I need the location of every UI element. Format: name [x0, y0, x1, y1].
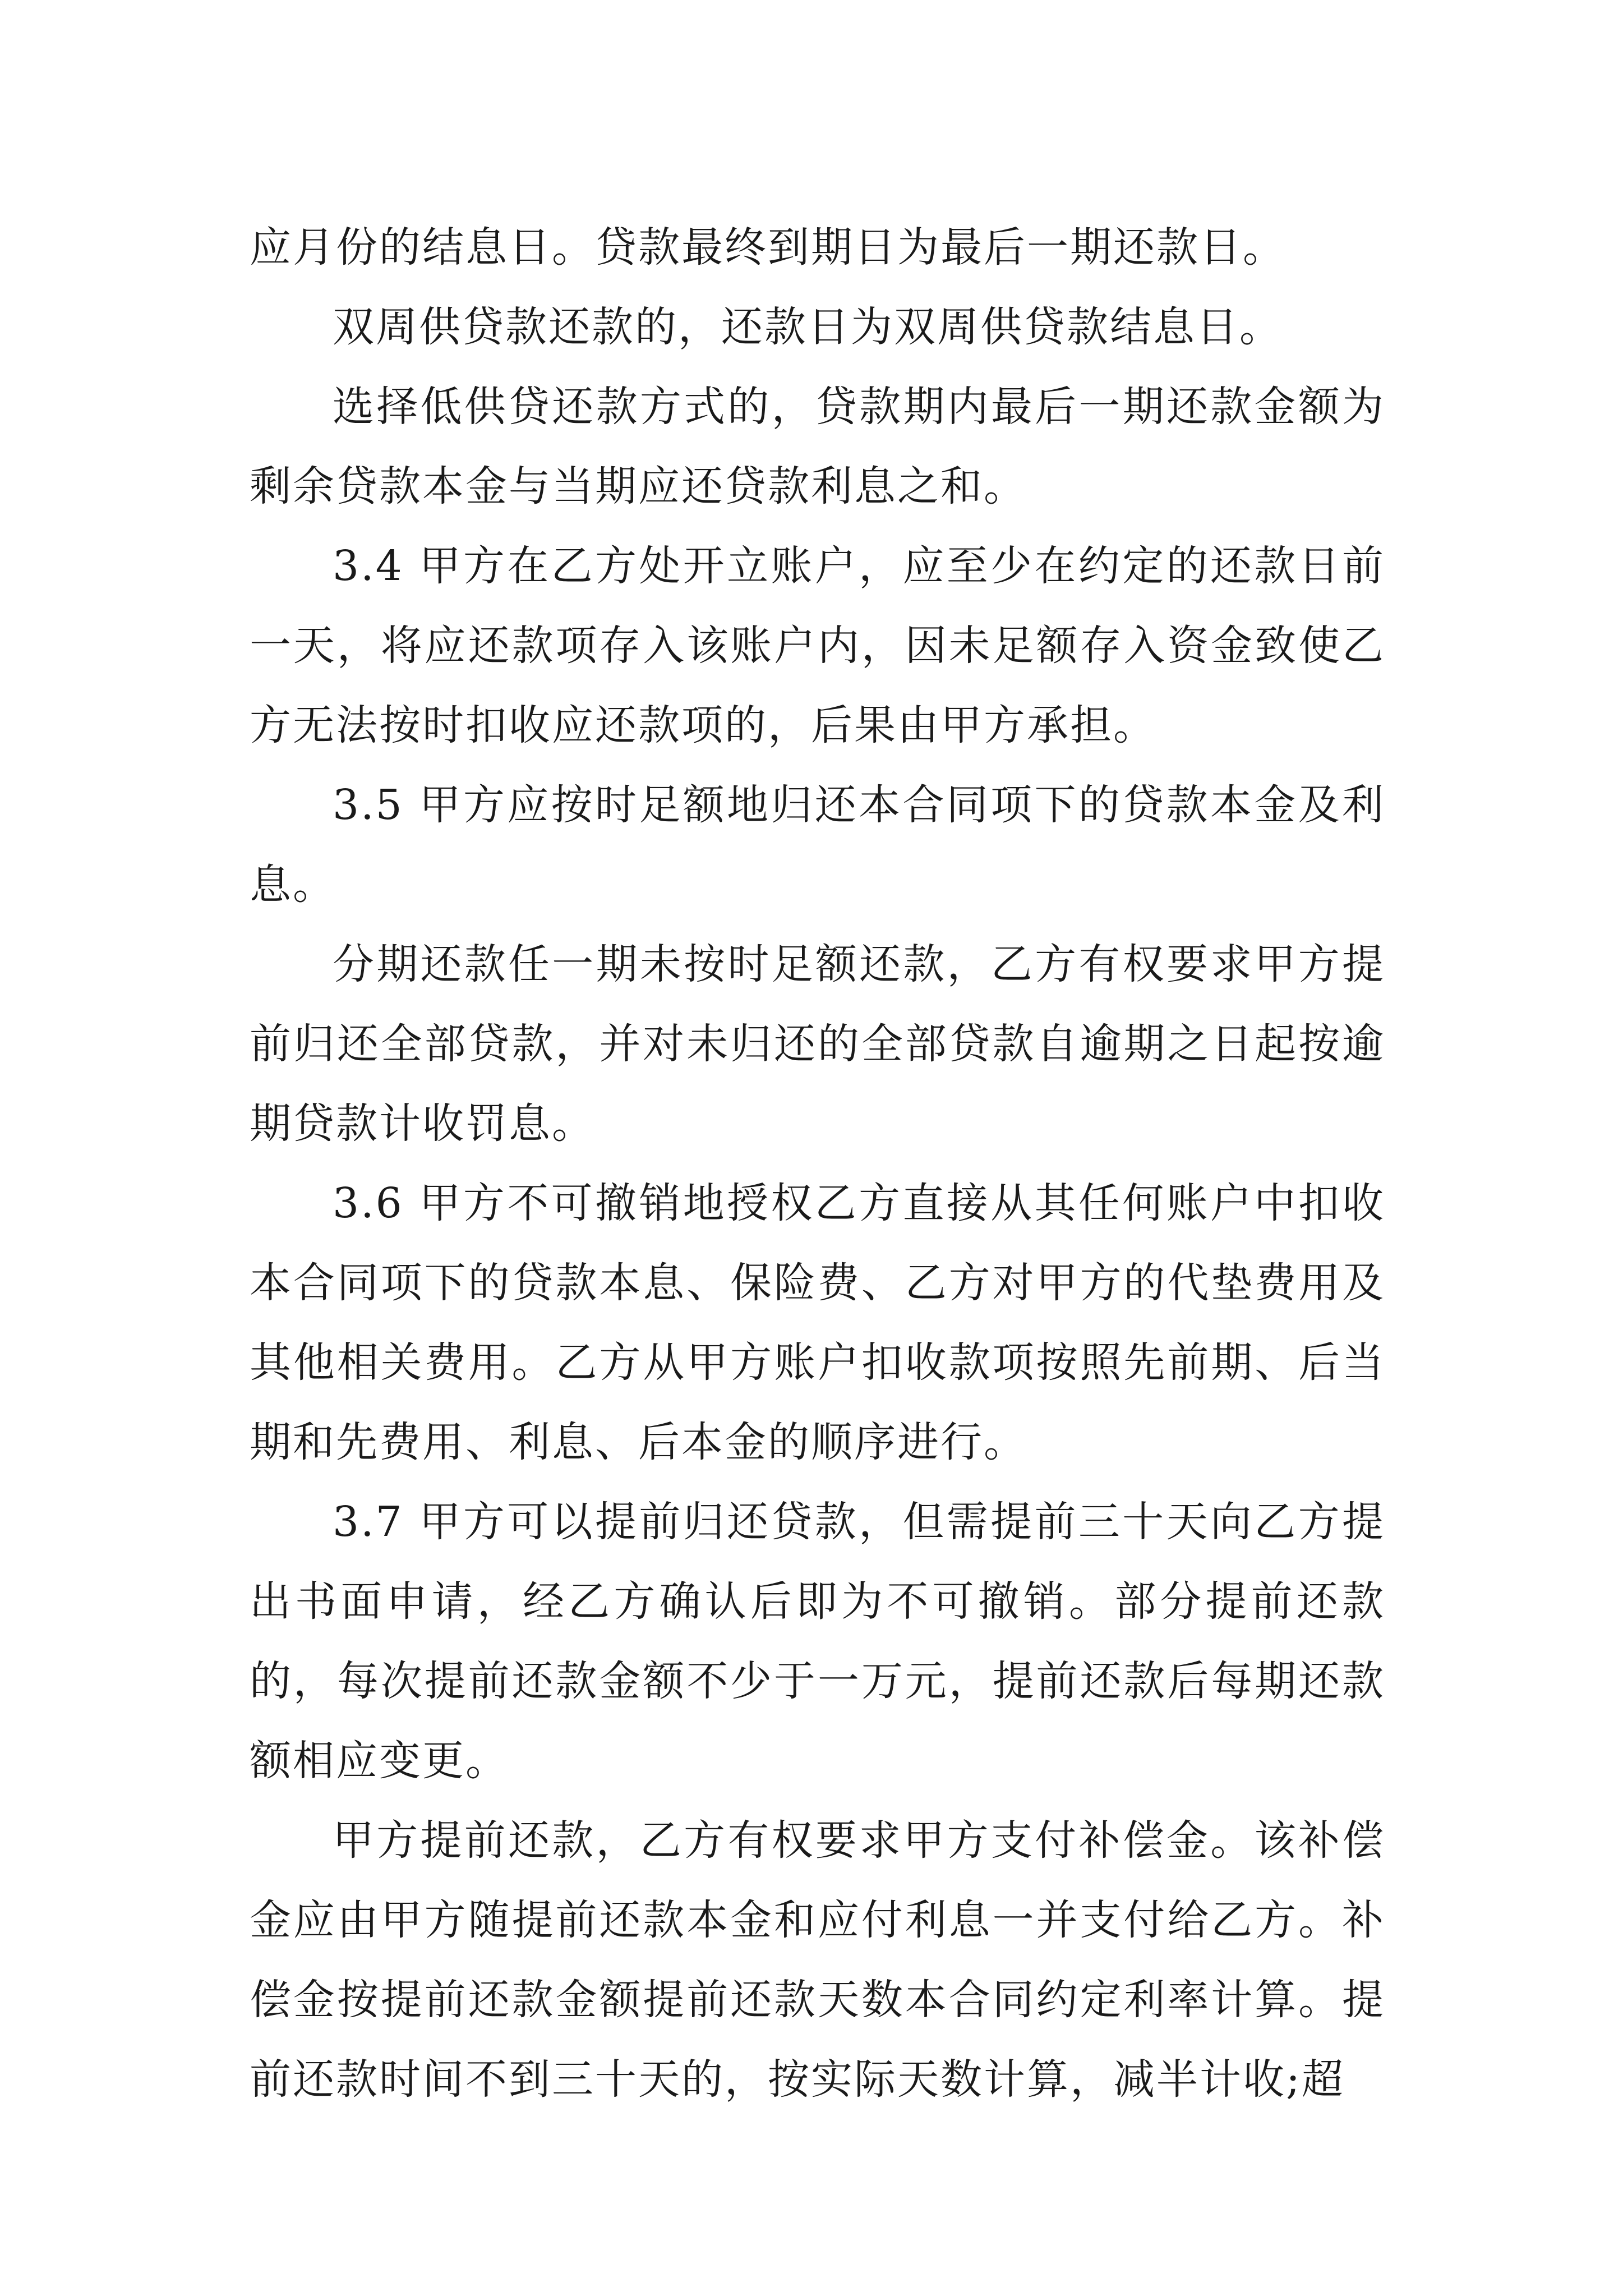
clause-3-5: 3.5 甲方应按时足额地归还本合同项下的贷款本金及利息。 — [250, 781, 1385, 909]
clause-3-4: 3.4 甲方在乙方处开立账户，应至少在约定的还款日前一天，将应还款项存入该账户内，因未足额存入资金致使乙方无法按时扣收应还款项的，后果由甲方承担。 — [250, 542, 1385, 749]
paragraph-2: 双周供贷款还款的，还款日为双周供贷款结息日。 — [333, 303, 1283, 351]
clause-3-6: 3.6 甲方不可撤销地授权乙方直接从其任何账户中扣收本合同项下的贷款本息、保险费、乙方对甲方的代垫费用及其他相关费用。乙方从甲方账户扣收款项按照先前期、后当期和先费用、利息、后本金的顺序进行。 — [250, 1179, 1385, 1466]
clause-3-7: 3.7 甲方可以提前归还贷款，但需提前三十天向乙方提出书面申请，经乙方确认后即为不可撤销。部分提前还款的，每次提前还款金额不少于一万元，提前还款后每期还款额相应变更。 — [250, 1498, 1385, 1785]
paragraph-3: 选择低供贷还款方式的，贷款期内最后一期还款金额为剩余贷款本金与当期应还贷款利息之和。 — [250, 383, 1385, 510]
document-body — [250, 208, 1385, 2119]
paragraph-1: 应月份的结息日。贷款最终到期日为最后一期还款日。 — [250, 223, 1286, 272]
paragraph-installment-default: 分期还款任一期未按时足额还款，乙方有权要求甲方提前归还全部贷款，并对未归还的全部贷款自逾期之日起按逾期贷款计收罚息。 — [250, 940, 1385, 1148]
paragraph-prepayment-compensation: 甲方提前还款，乙方有权要求甲方支付补偿金。该补偿金应由甲方随提前还款本金和应付利息一并支付给乙方。补偿金按提前还款金额提前还款天数本合同约定利率计算。提前还款时间不到三十天的，按实际天数计算，减半计收;超 — [250, 1816, 1385, 2104]
